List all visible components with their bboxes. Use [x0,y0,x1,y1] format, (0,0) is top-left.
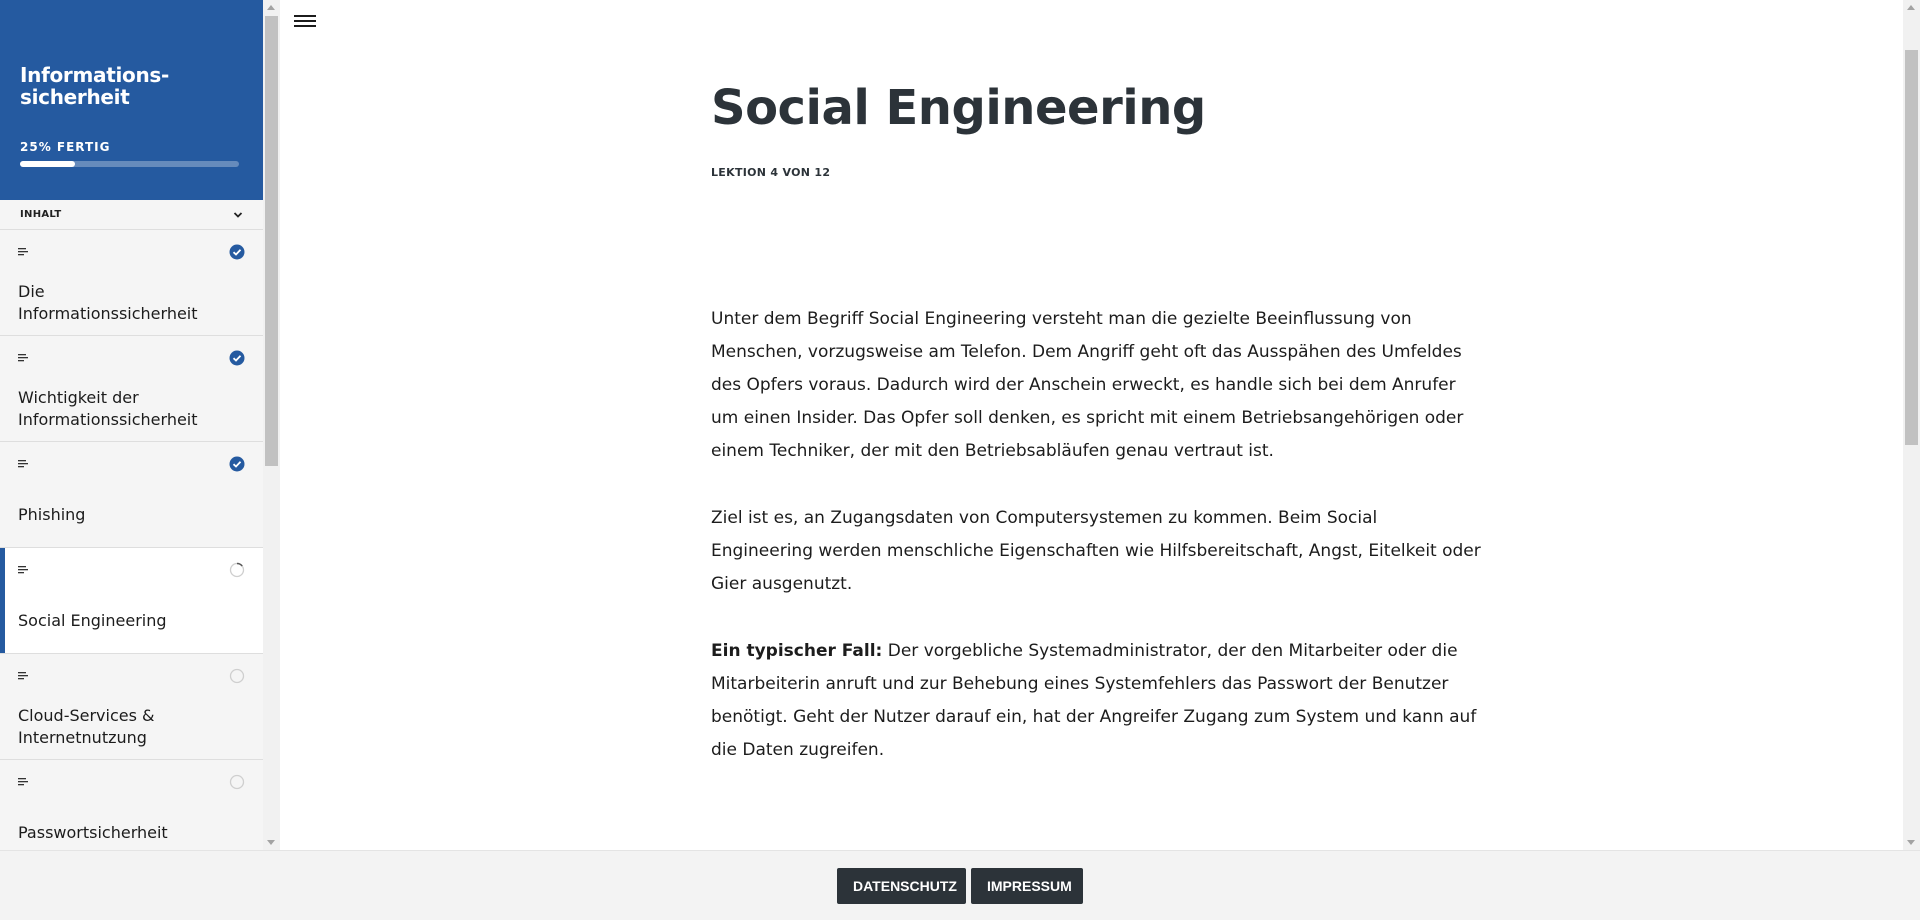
sidebar-lesson-label: Cloud-Services & Internetnutzung [18,705,155,747]
text-lines-icon [18,565,28,575]
sidebar-header [0,0,263,200]
scroll-down-arrow-icon[interactable] [267,840,275,845]
chevron-down-icon [233,210,243,220]
paragraph: Unter dem Begriff Social Engineering versteht man die gezielte Beeinflussung von Menschen, vorzugsweise am Telefon. Dem Angriff geht oft das Ausspähen des Umfeldes des Opfers voraus. Dadurch wird der Anschein erweckt, es handle sich bei dem Anrufer um einen Insider. Das Opfer soll denken, es spricht mit einem Betriebsangehörigen oder einem Techniker, der mit den Betriebsabläufen genau vertraut ist. [711,309,1464,461]
progress-label: 25% FERTIG [20,140,111,154]
check-circle-icon [229,456,245,472]
sidebar-lesson-item[interactable] [0,548,263,654]
sidebar-lesson-item[interactable] [0,336,263,442]
sidebar-lesson-label: Wichtigkeit der Informationssicherheit [18,387,198,429]
scroll-down-arrow-icon[interactable] [1907,840,1915,845]
impressum-button[interactable]: IMPRESSUM [971,868,1083,904]
paragraph [711,635,1481,767]
page-title: Social Engineering [711,80,1206,136]
scroll-up-arrow-icon[interactable] [267,5,275,10]
lesson-counter: LEKTION 4 VON 12 [711,166,831,179]
text-lines-icon [18,777,28,787]
datenschutz-button[interactable]: DATENSCHUTZ [837,868,966,904]
sidebar-lesson-item[interactable] [0,760,263,850]
check-circle-icon [229,244,245,260]
text-lines-icon [18,459,28,469]
text-lines-icon [18,671,28,681]
course-title[interactable]: Informations- sicherheit [20,63,170,109]
lesson-body [711,303,1481,801]
progress-bar-fill [20,161,75,167]
sidebar-lesson-item[interactable] [0,442,263,548]
paragraph-lead: Ein typischer Fall: [711,641,883,661]
empty-circle-icon [229,774,245,790]
lesson-list [0,230,263,850]
paragraph-text: Der vorgebliche Systemadministrator, der den Mitarbeiter oder die Mitarbeiterin anruft und zur Behebung eines Systemfehlers das Passwort der Benutzer benötigt. Geht der Nutzer darauf ein, hat der Angreifer Zugang zum System und kann auf die Daten zugreifen. [711,641,1477,760]
inhalt-toggle[interactable] [0,200,263,230]
sidebar-lesson-label: Social Engineering [18,610,167,630]
progress-ring-icon [229,562,245,578]
footer [0,850,1920,920]
progress-bar [20,161,239,167]
paragraph: Ziel ist es, an Zugangsdaten von Computersystemen zu kommen. Beim Social Engineering werden menschliche Eigenschaften wie Hilfsbereitschaft, Angst, Eitelkeit oder Gier ausgenutzt. [711,508,1481,594]
inhalt-label: INHALT [20,209,62,220]
empty-circle-icon [229,668,245,684]
sidebar-lesson-label: Passwortsicherheit [18,822,168,842]
sidebar-lesson-label: Phishing [18,504,86,524]
text-lines-icon [18,247,28,257]
text-lines-icon [18,353,28,363]
course-sidebar [0,0,263,850]
sidebar-lesson-label: Die Informationssicherheit [18,281,198,323]
sidebar-lesson-item[interactable] [0,230,263,336]
scroll-up-arrow-icon[interactable] [1907,5,1915,10]
main-scrollbar-thumb[interactable] [1905,50,1918,445]
sidebar-scrollbar-thumb[interactable] [265,16,278,466]
check-circle-icon [229,350,245,366]
hamburger-menu-icon[interactable] [294,12,316,30]
main-scrollbar[interactable] [1903,0,1920,850]
sidebar-lesson-item[interactable] [0,654,263,760]
sidebar-scrollbar[interactable] [263,0,280,850]
